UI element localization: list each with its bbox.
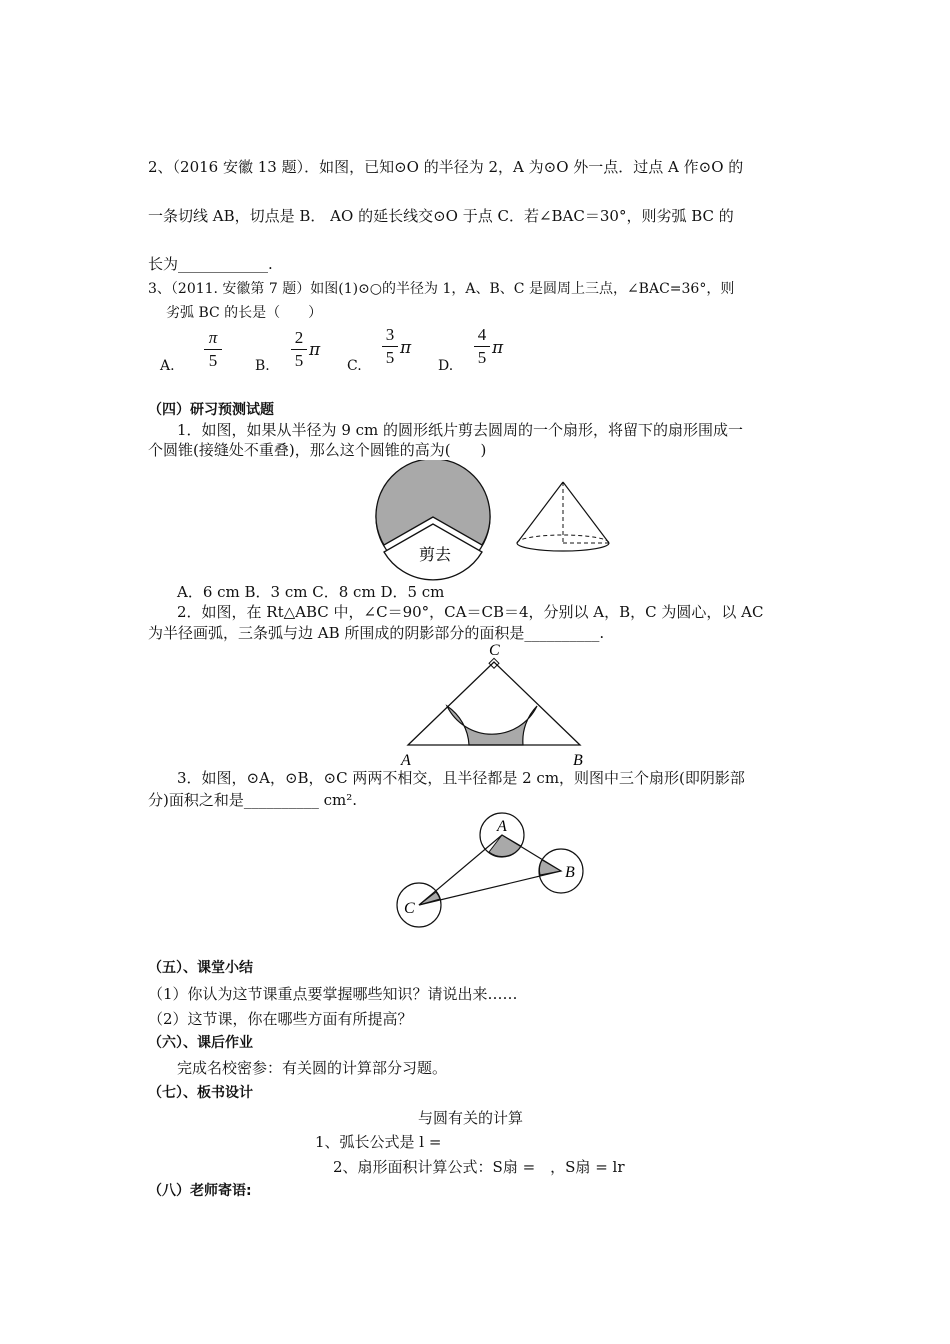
section4-heading: （四）研习预测试题 [148, 402, 274, 418]
q2-line3: 长为____________. [148, 255, 273, 273]
s6-text: 完成名校密参：有关圆的计算部分习题。 [177, 1059, 448, 1077]
triangle [408, 662, 580, 745]
label-c: C [404, 900, 415, 917]
s4-p2-line2: 为半径画弧，三条弧与边 AB 所围成的阴影部分的面积是__________. [148, 624, 605, 642]
option-c-pi: π [400, 338, 412, 358]
q3-line2: 劣弧 BC 的长是（ ） [166, 305, 323, 321]
option-c-fraction: 3 5 [382, 326, 398, 367]
option-d-label: D. [438, 358, 454, 374]
s7-line1: 1、弧长公式是 l = [315, 1133, 442, 1151]
s4-p2-line1: 2．如图，在 Rt△ABC 中，∠C＝90°，CA＝CB＝4，分别以 A，B，C 为圆心，以 AC [177, 603, 764, 621]
section7-heading: （七）、板书设计 [148, 1085, 253, 1101]
option-b-fraction: 2 5 [291, 329, 307, 370]
option-c-label: C. [347, 358, 362, 374]
label-b: B [573, 752, 583, 769]
three-circles-figure [390, 805, 590, 935]
right-angle-mark [489, 658, 499, 668]
option-a-fraction: π 5 [204, 329, 222, 370]
s4-p3-line1: 3．如图，⊙A，⊙B，⊙C 两两不相交，且半径都是 2 cm，则图中三个扇形(即阴影部 [177, 769, 745, 787]
label-c: C [489, 642, 500, 659]
shaded-region [447, 706, 537, 745]
option-b-pi: π [309, 340, 321, 360]
s5-item1: （1）你认为这节课重点要掌握哪些知识？请说出来…… [148, 985, 518, 1003]
label-a: A [401, 752, 411, 769]
q2-line1: 2、（2016 安徽 13 题）．如图，已知⊙O 的半径为 2，A 为⊙O 外一点．过点 A 作⊙O 的 [148, 158, 744, 176]
cut-circle-figure [370, 460, 620, 585]
option-a-label: A. [160, 358, 175, 374]
q3-line1: 3、（2011. 安徽第 7 题）如图(1)⊙○的半径为 1，A、B、C 是圆周上三点，∠BAC=36°，则 [148, 281, 735, 297]
q2-line2: 一条切线 AB，切点是 B． AO 的延长线交⊙O 于点 C．若∠BAC＝30°，则劣弧 BC 的 [148, 207, 734, 225]
s4-p1-options: A．6 cm B．3 cm C．8 cm D．5 cm [177, 583, 445, 601]
option-d-pi: π [492, 338, 504, 358]
s4-p1-line2: 个圆锥(接缝处不重叠)，那么这个圆锥的高为( ) [148, 441, 487, 459]
label-a: A [497, 818, 507, 835]
cut-label: 剪去 [419, 547, 452, 564]
section6-heading: （六）、课后作业 [148, 1035, 253, 1051]
s4-p3-line2: 分)面积之和是__________ cm². [148, 791, 358, 809]
section5-heading: （五）、课堂小结 [148, 960, 253, 976]
option-b-label: B. [255, 358, 270, 374]
s4-p1-line1: 1．如图，如果从半径为 9 cm 的圆形纸片剪去圆周的一个扇形，将留下的扇形围成一 [177, 421, 744, 439]
s7-line2: 2、扇形面积计算公式：S扇 = ，S扇 = lr [333, 1158, 625, 1176]
s5-item2: （2）这节课，你在哪些方面有所提高？ [148, 1010, 413, 1028]
option-d-fraction: 4 5 [474, 326, 490, 367]
triangle-arcs-figure [395, 638, 595, 770]
label-b: B [565, 864, 575, 881]
cone [517, 482, 609, 551]
s7-title: 与圆有关的计算 [418, 1109, 524, 1127]
section8-heading: （八）老师寄语: [148, 1183, 252, 1199]
